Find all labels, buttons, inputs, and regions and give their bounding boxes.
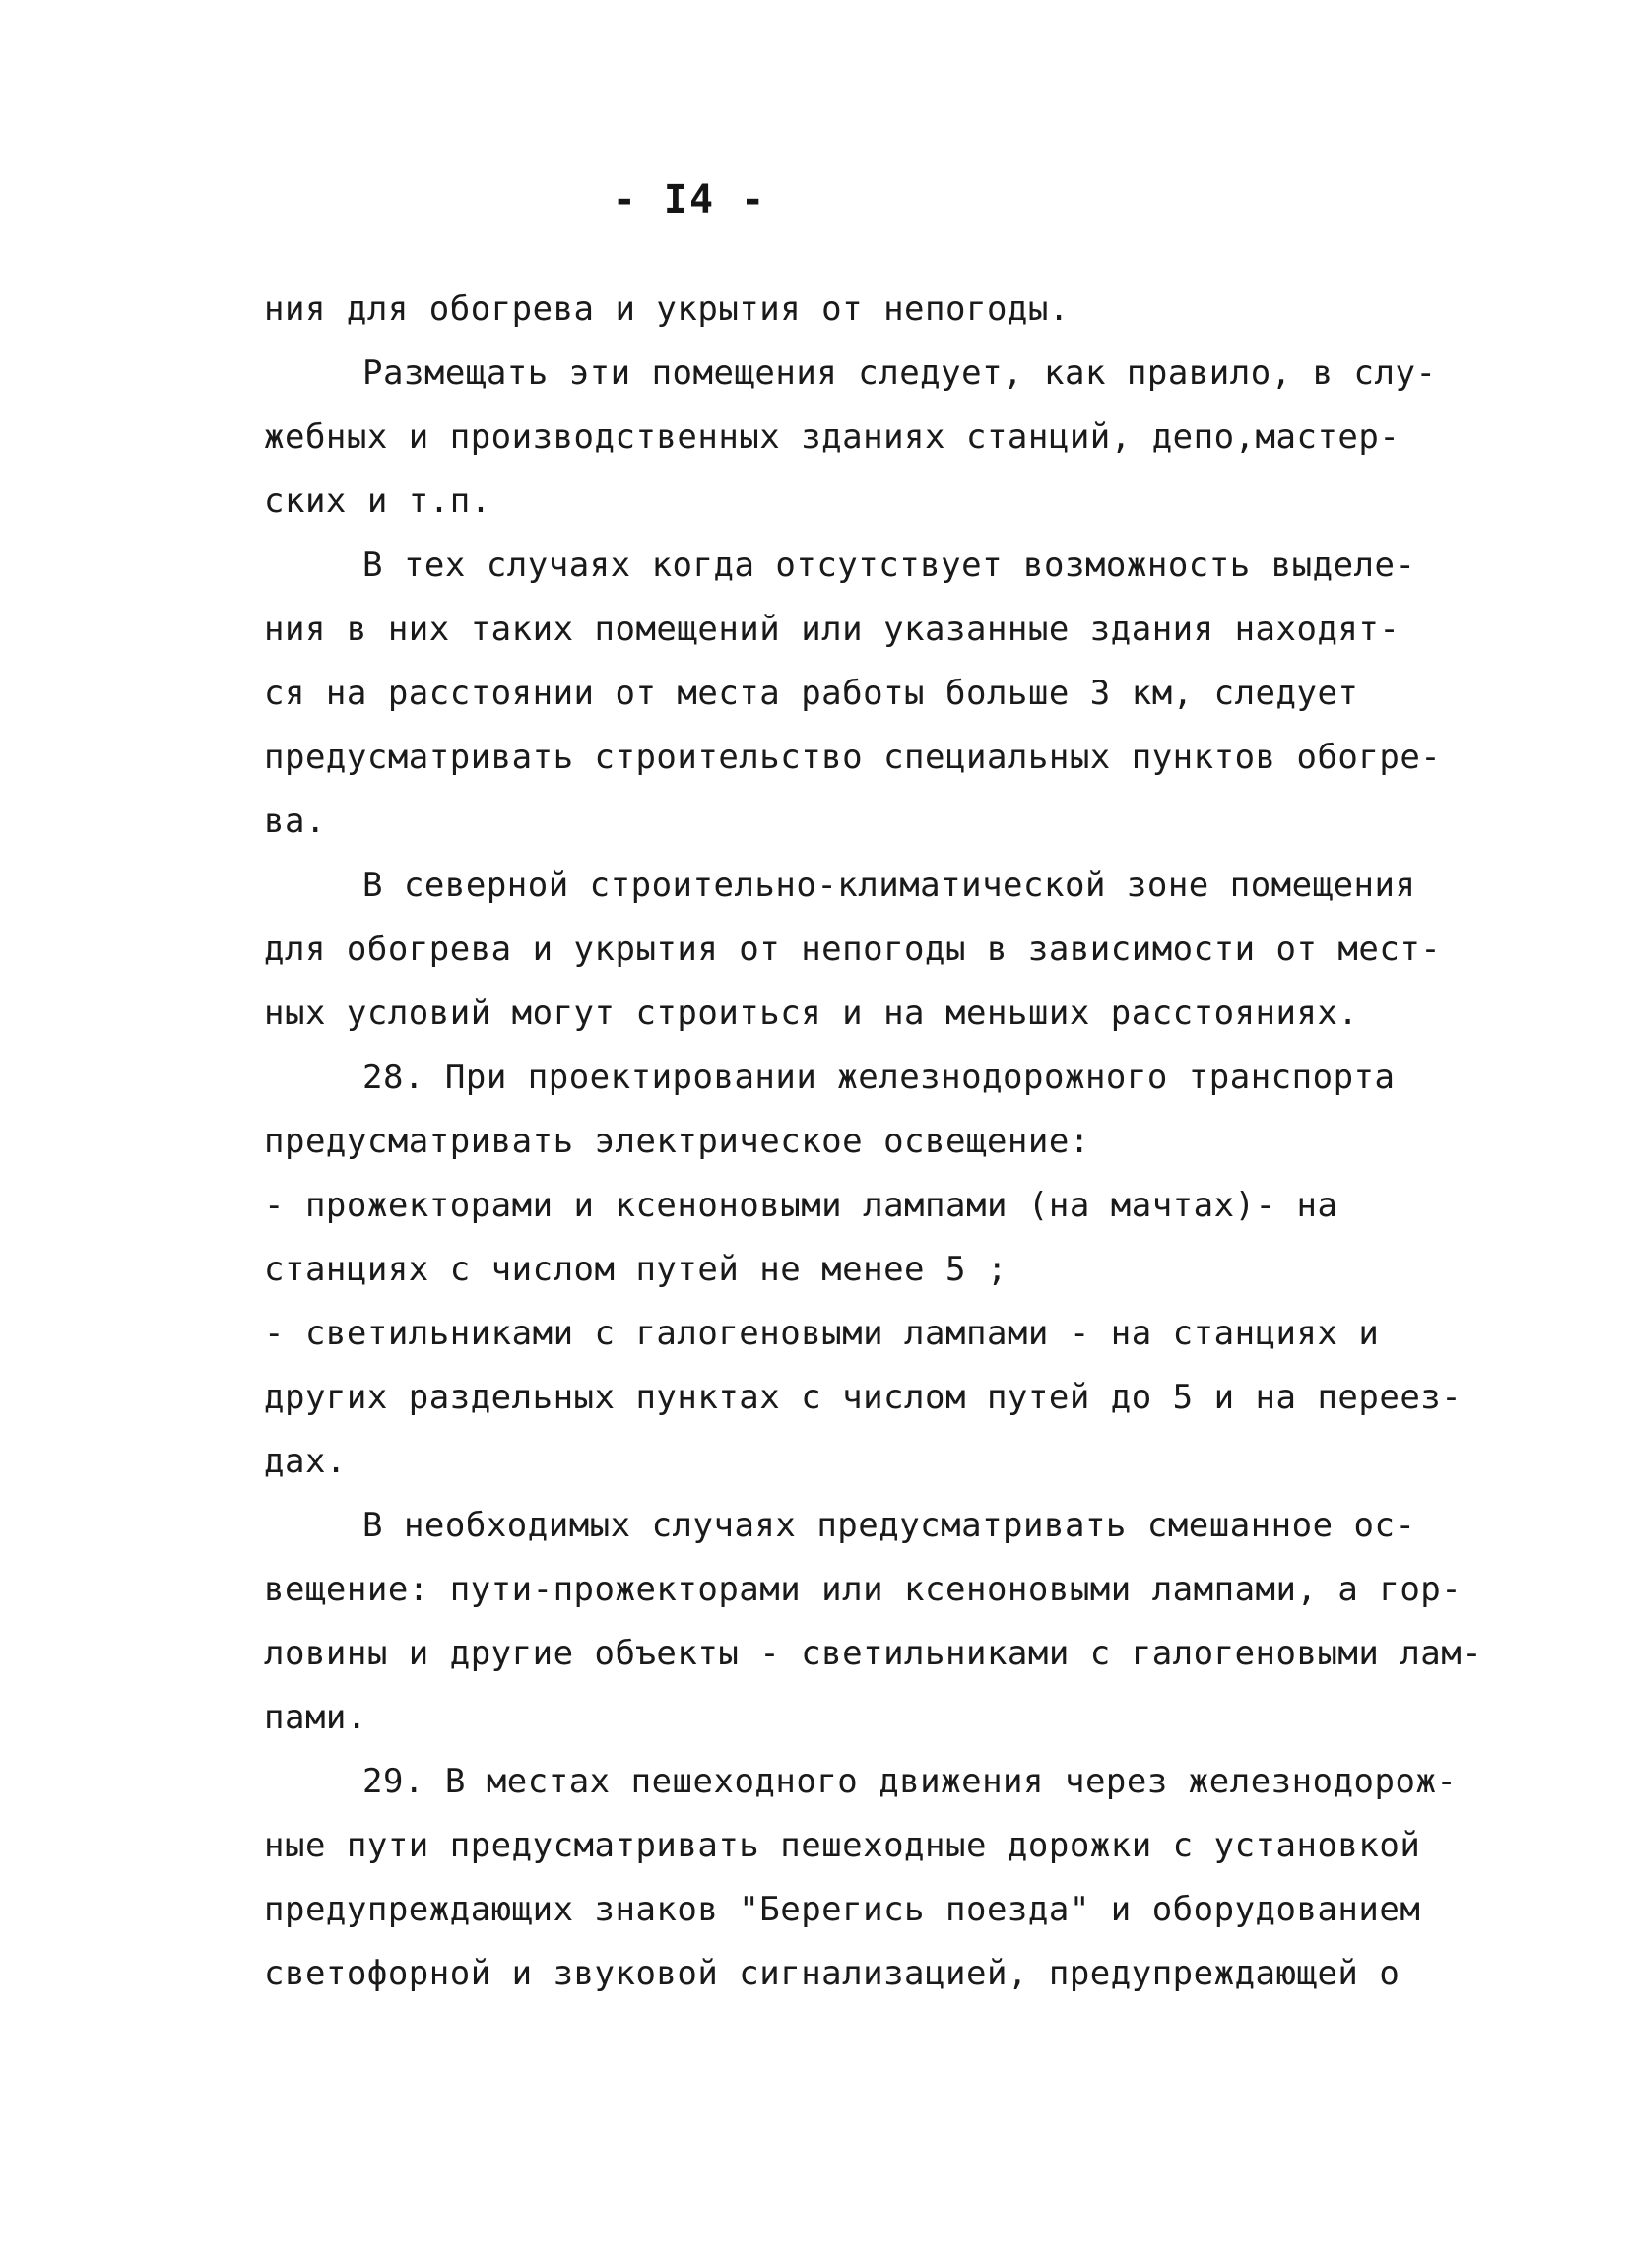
text-line: светофорной и звуковой сигнализацией, предупреждающей о <box>264 1954 1400 1993</box>
text-line: вещение: пути-прожекторами или ксеноновыми лампами, а гор- <box>264 1570 1463 1609</box>
text-line: пами. <box>264 1698 367 1737</box>
text-line: В северной строительно-климатической зоне помещения <box>362 866 1416 905</box>
text-line: ные пути предусматривать пешеходные дорожки с установкой <box>264 1826 1421 1865</box>
text-line: ва. <box>264 802 326 841</box>
text-line: ся на расстоянии от места работы больше 3 км, следует <box>264 674 1359 713</box>
text-line: В тех случаях когда отсутствует возможность выделе- <box>362 546 1416 585</box>
text-line: ния в них таких помещений или указанные здания находят- <box>264 610 1400 649</box>
text-line: В необходимых случаях предусматривать смешанное ос- <box>362 1506 1416 1545</box>
text-line: ских и т.п. <box>264 482 491 521</box>
text-line: предусматривать строительство специальных пунктов обогре- <box>264 738 1442 777</box>
body-text <box>264 278 1483 2006</box>
text-line: ния для обогрева и укрытия от непогоды. <box>264 290 1070 329</box>
text-line: - светильниками с галогеновыми лампами - на станциях и <box>264 1314 1380 1353</box>
text-line: ных условий могут строиться и на меньших расстояниях. <box>264 994 1359 1033</box>
text-line: станциях с числом путей не менее 5 ; <box>264 1250 1008 1289</box>
text-line: Размещать эти помещения следует, как правило, в слу- <box>362 354 1437 393</box>
text-line: ловины и другие объекты - светильниками с галогеновыми лам- <box>264 1634 1483 1673</box>
text-line: 29. В местах пешеходного движения через железнодорож- <box>362 1762 1458 1801</box>
text-line: 28. При проектировании железнодорожного транспорта <box>362 1058 1396 1097</box>
text-line: - прожекторами и ксеноновыми лампами (на мачтах)- на <box>264 1186 1338 1225</box>
text-line: жебных и производственных зданиях станций, депо,мастер- <box>264 418 1400 457</box>
text-line: дах. <box>264 1442 347 1481</box>
page-number: - I4 - <box>612 177 767 223</box>
text-line: предусматривать электрическое освещение: <box>264 1122 1090 1161</box>
text-line: предупреждающих знаков "Берегись поезда" и оборудованием <box>264 1890 1421 1929</box>
text-line: для обогрева и укрытия от непогоды в зависимости от мест- <box>264 930 1442 969</box>
text-line: других раздельных пунктах с числом путей до 5 и на переез- <box>264 1378 1463 1417</box>
